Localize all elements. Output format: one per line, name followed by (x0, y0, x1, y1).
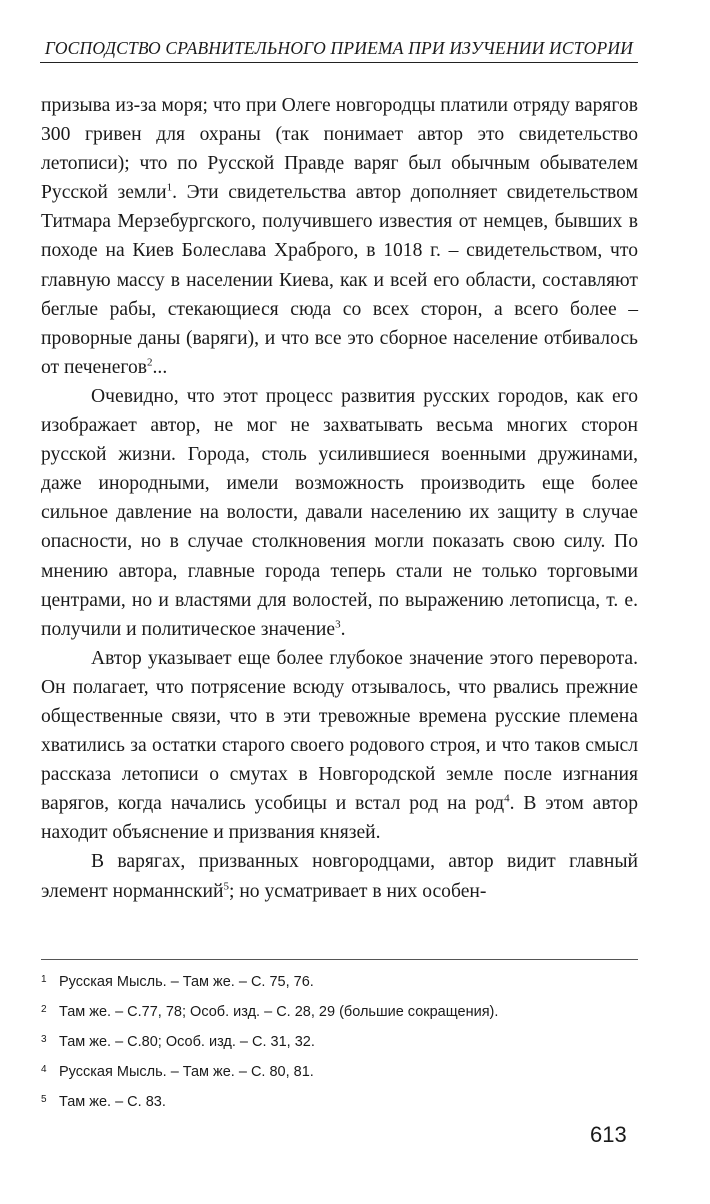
footnote-text: Там же. – С.80; Особ. изд. – С. 31, 32. (59, 1034, 315, 1050)
running-head: ГОСПОДСТВО СРАВНИТЕЛЬНОГО ПРИЕМА ПРИ ИЗУЧЕНИИ ИСТОРИИ (40, 38, 638, 63)
footnote-text: Там же. – С.77, 78; Особ. изд. – С. 28, 29 (большие сокращения). (59, 1004, 499, 1020)
paragraph-text: . Эти свидетельства автор дополняет свидетельством Титмара Мерзебургского, получившего известия от немцев, бывших в походе на Киев Болеслава Храброго, в 1018 г. – свидетельством, что главную массу в населении Киева, как и всей его области, составляют беглые рабы, стекающиеся сюда со всех сторон, а всего более – проворные даны (варяги), и что все это сборное население отбивалось от печенегов (41, 182, 638, 378)
footnote (41, 1026, 638, 1056)
footnote-ref: 5 (223, 880, 229, 892)
body-text (41, 91, 638, 906)
footnote (41, 996, 638, 1026)
footnote-ref: 2 (147, 356, 153, 369)
paragraph-4 (41, 847, 638, 905)
footnote-ref: 4 (504, 792, 510, 805)
footnote-number: 2 (41, 1004, 47, 1015)
footnote-ref: 1 (166, 181, 173, 194)
paragraph-2 (41, 382, 638, 644)
paragraph-text: ; но усматривает в них особен- (228, 880, 487, 902)
footnote (41, 1056, 638, 1086)
footnote (41, 1086, 638, 1116)
page-number: 613 (590, 1122, 627, 1147)
footnote-text: Там же. – С. 83. (59, 1094, 166, 1110)
paragraph-text: . (340, 618, 346, 640)
footnote (41, 966, 638, 996)
paragraph-text: . В этом автор находит объяснение и призвания князей. (41, 793, 639, 844)
footnote-text: Русская Мысль. – Там же. – С. 75, 76. (59, 974, 314, 990)
paragraph-3 (41, 644, 638, 848)
paragraph-1 (41, 91, 638, 382)
paragraph-text: ... (152, 356, 168, 378)
paragraph-text: В варягах, призванных новгородцами, автор видит главный элемент норманнский (41, 851, 638, 902)
paragraph-text: Автор указывает еще более глубокое значение этого переворота. Он полагает, что потрясение всюду отзывалось, что рвались прежние общественные связи, что в эти тревожные времена русские племена хватились за остатки старого своего родового строя, и что таков смысл рассказа летописи о смутах в Новгородской земле после изгнания варягов, когда начались усобицы и встал род на род (41, 647, 638, 815)
footnote-number: 3 (41, 1034, 47, 1045)
footnote-number: 1 (41, 974, 47, 985)
footnote-number: 4 (41, 1064, 47, 1075)
footnote-number: 5 (41, 1094, 47, 1105)
footnote-ref: 3 (335, 618, 341, 631)
footnote-text: Русская Мысль. – Там же. – С. 80, 81. (59, 1064, 314, 1080)
paragraph-text: Очевидно, что этот процесс развития русских городов, как его изображает автор, не мог не захватывать весьма многих сторон русской жизни. Города, столь усилившиеся военными дружинами, даже инородными, имели возможность производить еще более сильное давление на волости, давали населению их защиту в случае опасности, но в случае столкновения могли показать свою силу. По мнению автора, главные города теперь стали не только торговыми центрами, но и властями для волостей, по выражению летописца, т. е. получили и политическое значение (41, 385, 638, 640)
footnotes (41, 959, 638, 1116)
paragraph-text: призыва из-за моря; что при Олеге новгородцы платили отряду варягов 300 гривен для охраны (так понимает автор это свидетельство летописи); что по Русской Правде варяг был обычным обывателем Русской земли (41, 95, 638, 204)
